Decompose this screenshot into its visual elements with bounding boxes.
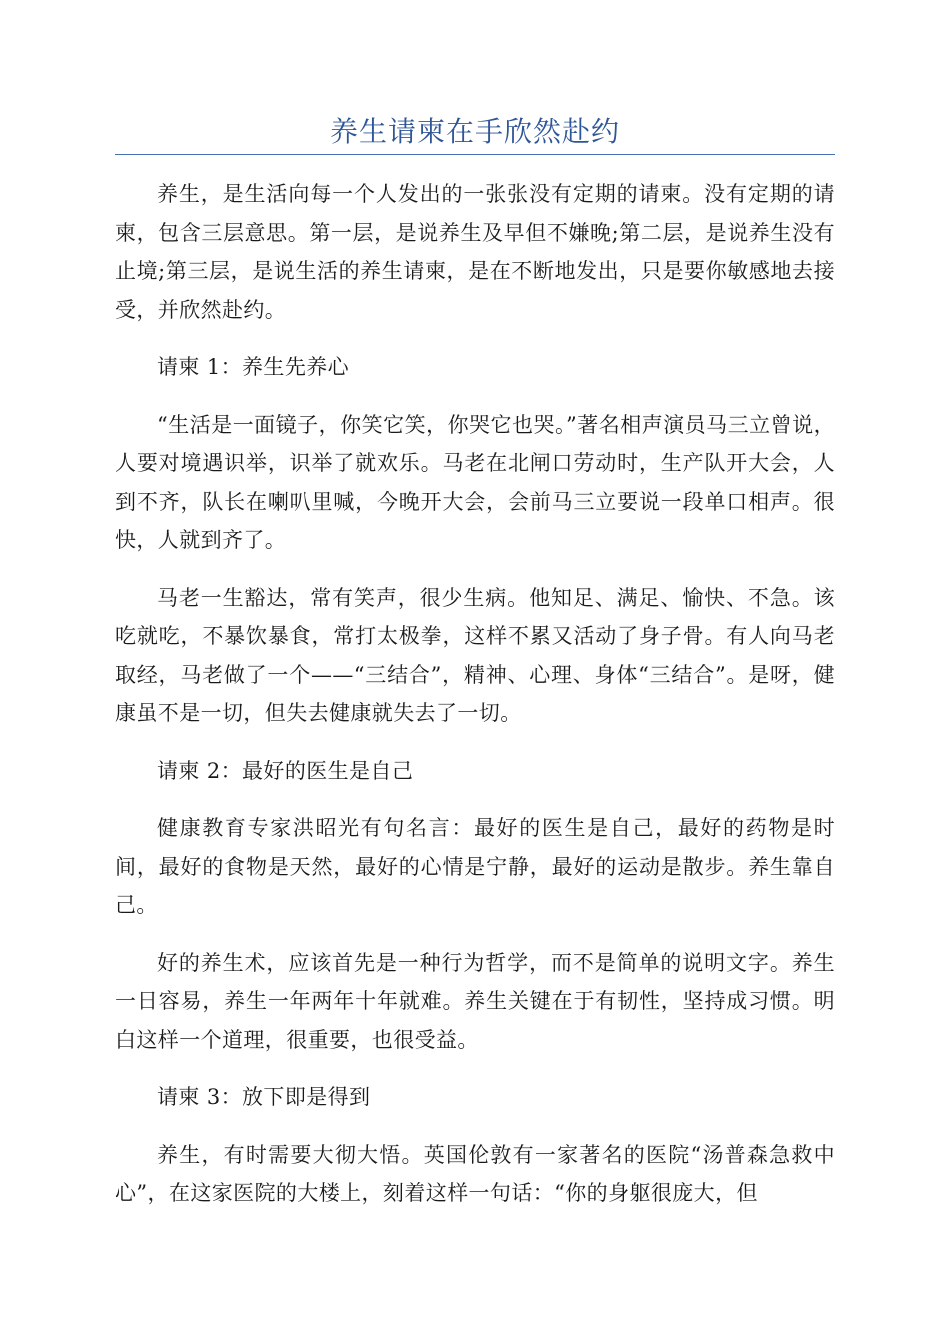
paragraph-enlightenment: 养生，有时需要大彻大悟。英国伦敦有一家著名的医院“汤普森急救中心”，在这家医院的大楼上，刻着这样一句话：“你的身躯很庞大，但 (115, 1142, 835, 1205)
paragraph-quote: “生活是一面镜子，你笑它笑，你哭它也哭。”著名相声演员马三立曾说，人要对境遇识举，识举了就欢乐。马老在北闸口劳动时，生产队开大会，人到不齐，队长在喇叭里喊，今晚开大会，会前马三立要说一段单口相声。很快，人就到齐了。 (115, 412, 835, 552)
document-title: 养生请柬在手欣然赴约 (329, 115, 620, 148)
section-heading-2: 请柬 2：最好的医生是自己 (157, 758, 414, 783)
section-heading-3: 请柬 3：放下即是得到 (157, 1085, 371, 1109)
paragraph-hong-zhaoguang: 健康教育专家洪昭光有句名言：最好的医生是自己，最好的药物是时间，最好的食物是天然，最好的心情是宁静，最好的运动是散步。养生靠自己。 (115, 816, 835, 917)
paragraph-philosophy: 好的养生术，应该首先是一种行为哲学，而不是简单的说明文字。养生一日容易，养生一年两年十年就难。养生关键在于有韧性，坚持成习惯。明白这样一个道理，很重要，也很受益。 (115, 950, 835, 1052)
title-underline (115, 154, 835, 155)
document-body (115, 175, 835, 1232)
paragraph-intro: 养生，是生活向每一个人发出的一张张没有定期的请柬。没有定期的请柬，包含三层意思。第一层，是说养生及早但不嫌晚;第二层，是说养生没有止境;第三层，是说生活的养生请柬，是在不断地发出，只是要你敏感地去接受，并欣然赴约。 (115, 182, 835, 322)
paragraph-ma-laotai: 马老一生豁达，常有笑声，很少生病。他知足、满足、愉快、不急。该吃就吃，不暴饮暴食，常打太极拳，这样不累又活动了身子骨。有人向马老取经，马老做了一个——“三结合”，精神、心理、身体“三结合”。是呀，健康虽不是一切，但失去健康就失去了一切。 (115, 585, 835, 725)
section-heading-1: 请柬 1：养生先养心 (157, 355, 350, 379)
